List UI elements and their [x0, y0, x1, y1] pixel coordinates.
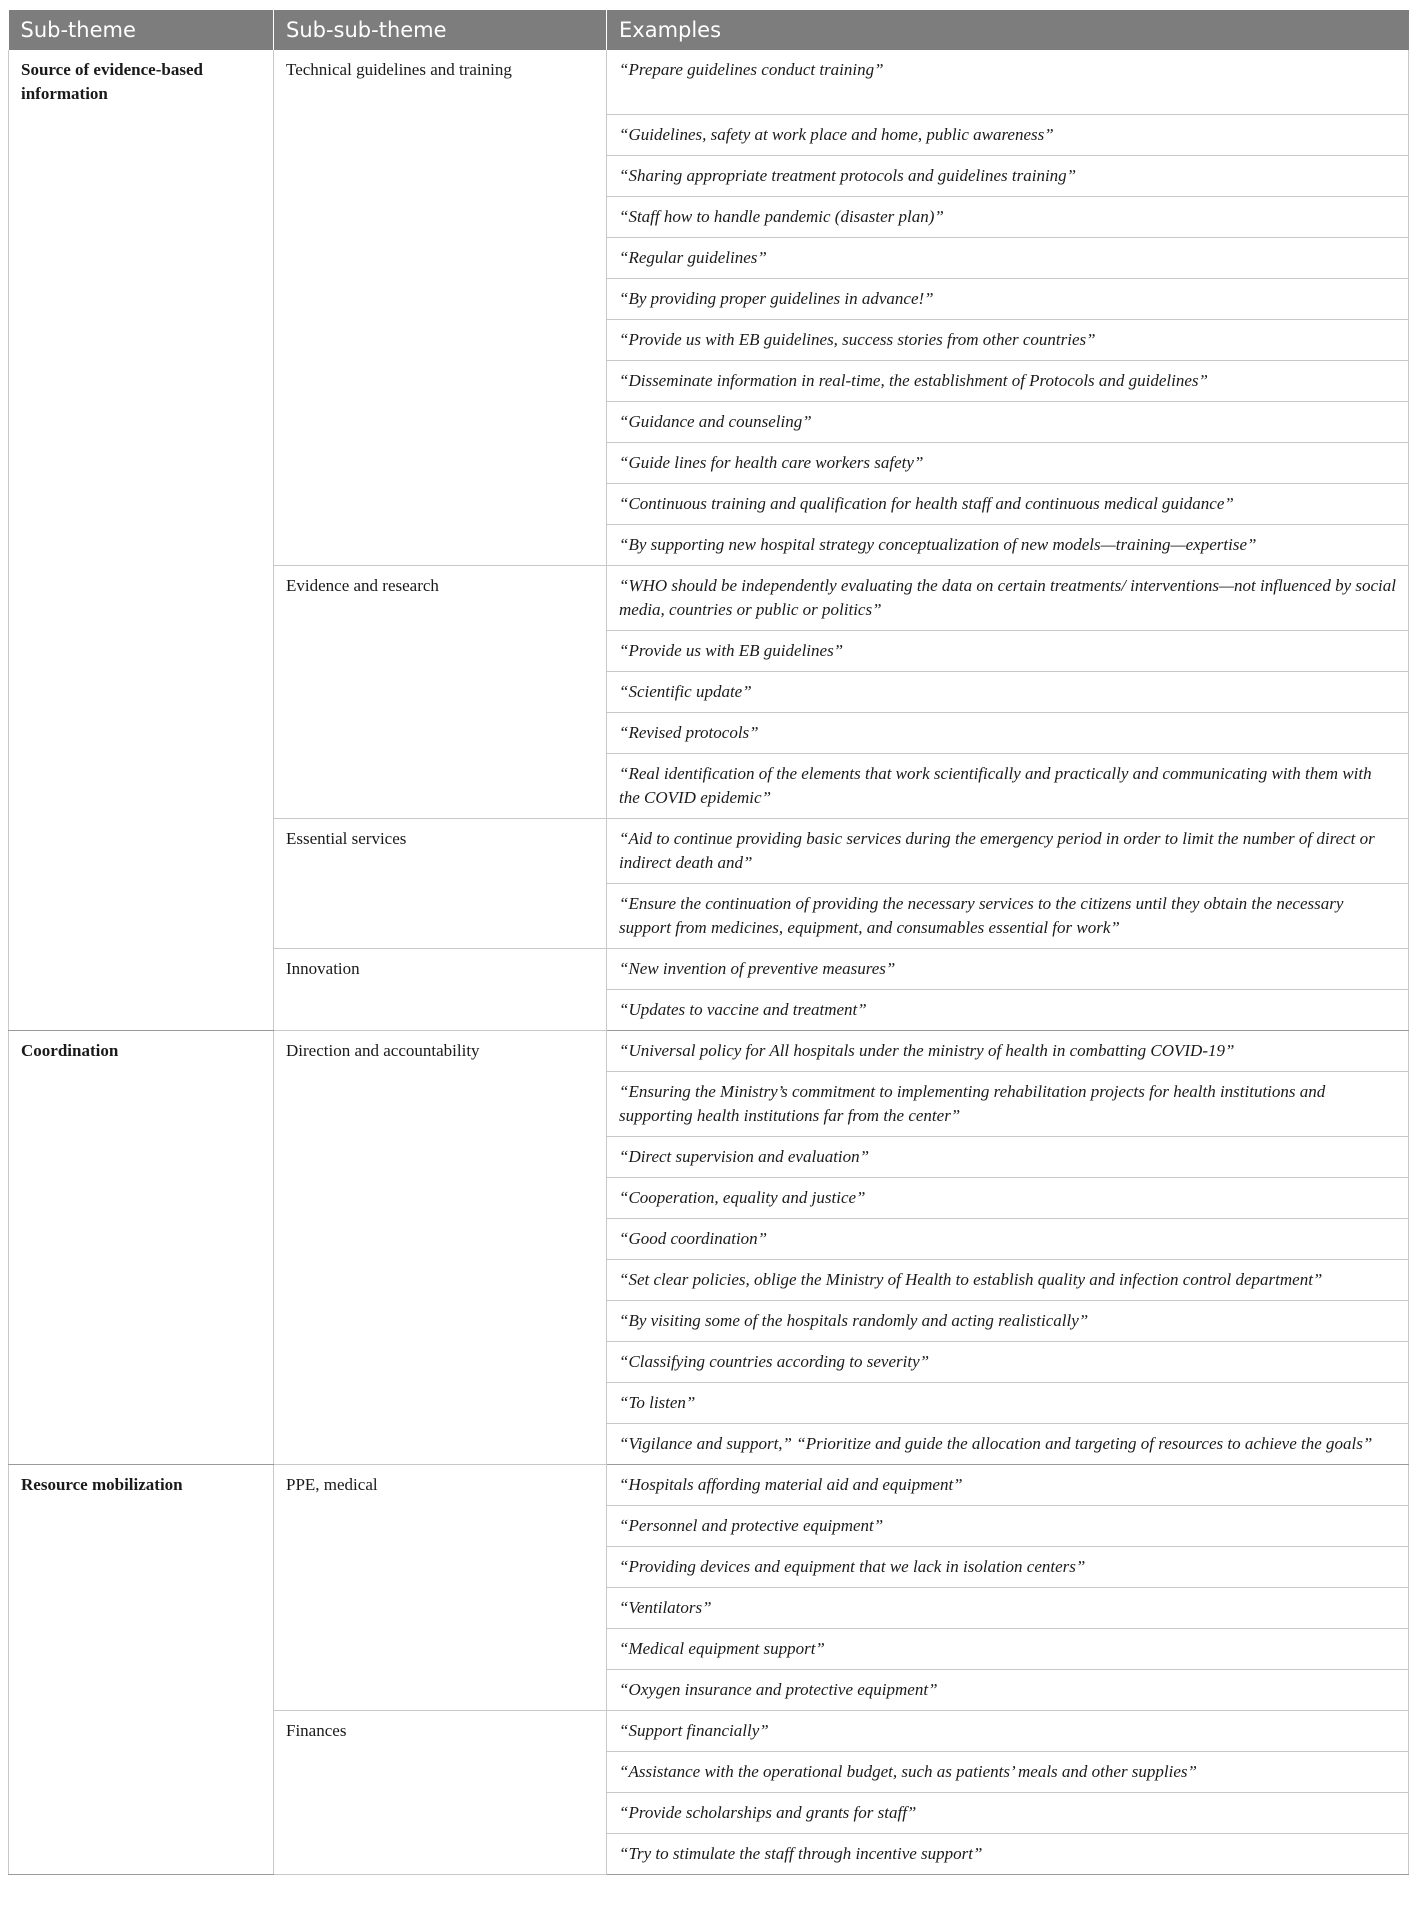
example-cell: “Provide scholarships and grants for staff” [607, 1793, 1409, 1834]
example-cell: “Updates to vaccine and treatment” [607, 990, 1409, 1031]
example-cell: “By visiting some of the hospitals randomly and acting realistically” [607, 1301, 1409, 1342]
example-cell: “Assistance with the operational budget, such as patients’ meals and other supplies” [607, 1752, 1409, 1793]
example-cell: “Sharing appropriate treatment protocols and guidelines training” [607, 156, 1409, 197]
sub-sub-theme-cell: Finances [274, 1711, 607, 1875]
example-cell: “Prepare guidelines conduct training” [607, 50, 1409, 115]
example-cell: “Ensure the continuation of providing the necessary services to the citizens until they obtain the necessary support from medicines, equipment, and consumables essential for work” [607, 884, 1409, 949]
sub-sub-theme-cell: Direction and accountability [274, 1031, 607, 1465]
table-body [9, 50, 1409, 1875]
sub-theme-cell: Coordination [9, 1031, 274, 1465]
example-cell: “Aid to continue providing basic services during the emergency period in order to limit the number of direct or indirect death and” [607, 819, 1409, 884]
example-cell: “By providing proper guidelines in advance!” [607, 279, 1409, 320]
sub-sub-theme-cell: Essential services [274, 819, 607, 949]
table-row [9, 1031, 1409, 1072]
table-row [9, 50, 1409, 115]
header-examples: Examples [607, 10, 1409, 50]
example-cell: “Provide us with EB guidelines, success stories from other countries” [607, 320, 1409, 361]
example-cell: “Oxygen insurance and protective equipment” [607, 1670, 1409, 1711]
example-cell: “New invention of preventive measures” [607, 949, 1409, 990]
themes-table [8, 10, 1409, 1875]
table-container [8, 10, 1408, 1875]
example-cell: “Personnel and protective equipment” [607, 1506, 1409, 1547]
sub-sub-theme-cell: Evidence and research [274, 566, 607, 819]
example-cell: “Guidance and counseling” [607, 402, 1409, 443]
example-cell: “Guide lines for health care workers safety” [607, 443, 1409, 484]
example-cell: “Regular guidelines” [607, 238, 1409, 279]
example-cell: “Providing devices and equipment that we lack in isolation centers” [607, 1547, 1409, 1588]
sub-sub-theme-cell: Technical guidelines and training [274, 50, 607, 566]
header-sub-sub-theme: Sub-sub-theme [274, 10, 607, 50]
example-cell: “Direct supervision and evaluation” [607, 1137, 1409, 1178]
example-cell: “To listen” [607, 1383, 1409, 1424]
example-cell: “Classifying countries according to severity” [607, 1342, 1409, 1383]
sub-theme-cell: Source of evidence-based information [9, 50, 274, 1031]
example-cell: “Vigilance and support,” “Prioritize and guide the allocation and targeting of resources to achieve the goals” [607, 1424, 1409, 1465]
example-cell: “Disseminate information in real-time, the establishment of Protocols and guidelines” [607, 361, 1409, 402]
example-cell: “Scientific update” [607, 672, 1409, 713]
example-cell: “Guidelines, safety at work place and home, public awareness” [607, 115, 1409, 156]
example-cell: “Try to stimulate the staff through incentive support” [607, 1834, 1409, 1875]
example-cell: “Good coordination” [607, 1219, 1409, 1260]
sub-sub-theme-cell: PPE, medical [274, 1465, 607, 1711]
table-header-row [9, 10, 1409, 50]
table-row [9, 1465, 1409, 1506]
example-cell: “Ensuring the Ministry’s commitment to implementing rehabilitation projects for health institutions and supporting health institutions far from the center” [607, 1072, 1409, 1137]
example-cell: “Provide us with EB guidelines” [607, 631, 1409, 672]
example-cell: “By supporting new hospital strategy conceptualization of new models—training—expertise” [607, 525, 1409, 566]
example-cell: “Hospitals affording material aid and equipment” [607, 1465, 1409, 1506]
example-cell: “Cooperation, equality and justice” [607, 1178, 1409, 1219]
example-cell: “Real identification of the elements that work scientifically and practically and communicating with them with the COVID epidemic” [607, 754, 1409, 819]
header-sub-theme: Sub-theme [9, 10, 274, 50]
example-cell: “Universal policy for All hospitals under the ministry of health in combatting COVID-19” [607, 1031, 1409, 1072]
example-cell: “Medical equipment support” [607, 1629, 1409, 1670]
example-cell: “Staff how to handle pandemic (disaster plan)” [607, 197, 1409, 238]
example-cell: “Support financially” [607, 1711, 1409, 1752]
example-cell: “Revised protocols” [607, 713, 1409, 754]
example-cell: “Continuous training and qualification for health staff and continuous medical guidance” [607, 484, 1409, 525]
sub-sub-theme-cell: Innovation [274, 949, 607, 1031]
example-cell: “Set clear policies, oblige the Ministry of Health to establish quality and infection control department” [607, 1260, 1409, 1301]
example-cell: “WHO should be independently evaluating the data on certain treatments/ interventions—not influenced by social media, countries or public or politics” [607, 566, 1409, 631]
example-cell: “Ventilators” [607, 1588, 1409, 1629]
sub-theme-cell: Resource mobilization [9, 1465, 274, 1875]
